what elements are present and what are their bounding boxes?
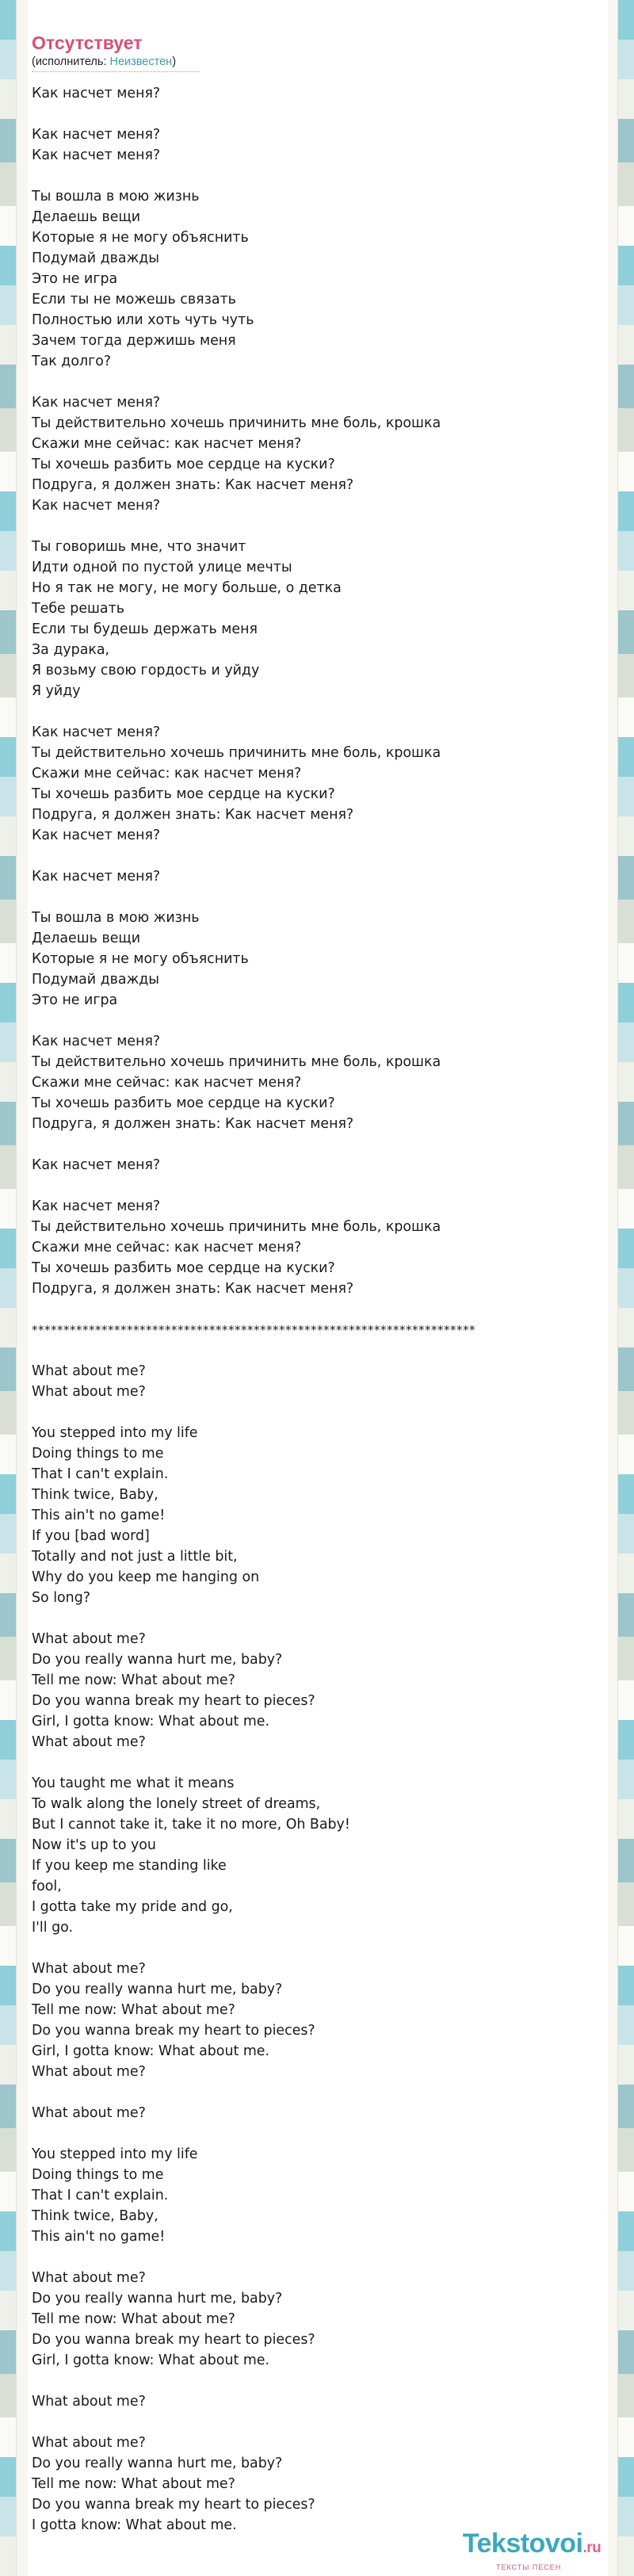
blank-line: [32, 104, 586, 124]
blank-line: [32, 2371, 586, 2391]
lyric-line: Идти одной по пустой улице мечты: [32, 560, 292, 575]
blank-line: [32, 1752, 586, 1773]
lyric-line: Tell me now: What about me?: [32, 1672, 235, 1688]
blank-line: [32, 1299, 586, 1320]
lyric-line: Ты вошла в мою жизнь: [32, 189, 200, 204]
lyric-line: Тебе решать: [32, 601, 124, 617]
lyric-line: Которые я не могу объяснить: [32, 951, 249, 967]
logo-tagline: ТЕКСТЫ ПЕСЕН: [496, 2563, 562, 2571]
lyric-line: Зачем тогда держишь меня: [32, 333, 236, 349]
blank-line: [32, 1938, 586, 1959]
blank-line: [32, 1011, 586, 1031]
lyric-line: This ain't no game!: [32, 1508, 166, 1523]
lyric-line: Ты вошла в мою жизнь: [32, 910, 200, 926]
artist-link[interactable]: Неизвестен: [109, 55, 173, 68]
lyric-line: This ain't no game!: [32, 2229, 166, 2245]
lyric-line: Do you wanna break my heart to pieces?: [32, 1693, 315, 1709]
lyric-line: Которые я не могу объяснить: [32, 230, 249, 246]
lyric-line: Подруга, я должен знать: Как насчет меня?: [32, 477, 354, 493]
lyric-line: Ты действительно хочешь причинить мне боль, крошка: [32, 745, 441, 761]
lyric-line: What about me?: [32, 2064, 146, 2080]
lyric-line: Скажи мне сейчас: как насчет меня?: [32, 436, 302, 452]
lyric-line: За дурака,: [32, 642, 110, 658]
lyric-line: Ты хочешь разбить мое сердце на куски?: [32, 1260, 335, 1276]
lyric-line: What about me?: [32, 1961, 146, 1977]
lyric-line: Ты хочешь разбить мое сердце на куски?: [32, 1095, 335, 1111]
lyric-line: Think twice, Baby,: [32, 2208, 158, 2224]
lyric-line: Так долго?: [32, 354, 112, 369]
lyric-line: What about me?: [32, 1734, 146, 1750]
lyric-line: Girl, I gotta know: What about me.: [32, 2352, 269, 2368]
lyric-line: Как насчет меня?: [32, 498, 161, 514]
blank-line: [32, 1402, 586, 1423]
lyric-line: Как насчет меня?: [32, 86, 161, 101]
lyric-line: Ты говоришь мне, что значит: [32, 539, 246, 555]
lyric-line: What about me?: [32, 1631, 146, 1647]
lyric-line: What about me?: [32, 2435, 146, 2451]
lyric-line: Girl, I gotta know: What about me.: [32, 1714, 269, 1729]
blank-line: [32, 1608, 586, 1629]
blank-line: [32, 2082, 586, 2103]
lyric-line: Как насчет меня?: [32, 1198, 161, 1214]
lyric-line: But I cannot take it, take it no more, Oh Baby!: [32, 1817, 350, 1833]
artist-suffix: ): [172, 55, 177, 68]
lyric-line: Do you really wanna hurt me, baby?: [32, 1652, 283, 1668]
lyrics-text: [32, 83, 586, 2536]
lyric-line: Do you wanna break my heart to pieces?: [32, 2332, 315, 2348]
lyric-line: Но я так не могу, не могу больше, о детка: [32, 580, 342, 596]
lyric-line: Ты хочешь разбить мое сердце на куски?: [32, 786, 335, 802]
lyric-line: Я уйду: [32, 683, 81, 699]
lyric-line: Как насчет меня?: [32, 869, 161, 885]
lyric-line: I'll go.: [32, 1920, 74, 1936]
lyric-line: That I can't explain.: [32, 1466, 169, 1482]
lyric-line: Как насчет меня?: [32, 724, 161, 740]
lyric-line: Как насчет меня?: [32, 827, 161, 843]
blank-line: [32, 2123, 586, 2144]
lyric-line: What about me?: [32, 2270, 146, 2286]
lyric-line: What about me?: [32, 2394, 146, 2410]
lyric-line: Если ты будешь держать меня: [32, 621, 258, 637]
lyric-line: I gotta know: What about me.: [32, 2517, 237, 2533]
blank-line: [32, 887, 586, 908]
lyric-line: Как насчет меня?: [32, 1157, 161, 1173]
lyric-line: Подруга, я должен знать: Как насчет меня?: [32, 1116, 354, 1132]
lyric-line: Как насчет меня?: [32, 147, 161, 163]
lyric-line: Now it's up to you: [32, 1837, 156, 1853]
blank-line: [32, 1175, 586, 1196]
lyric-line: If you keep me standing like: [32, 1858, 227, 1874]
lyric-line: Подумай дважды: [32, 972, 159, 988]
lyric-line: So long?: [32, 1590, 90, 1606]
lyric-line: Think twice, Baby,: [32, 1487, 158, 1503]
lyric-line: What about me?: [32, 1384, 146, 1400]
lyric-line: I gotta take my pride and go,: [32, 1899, 233, 1915]
lyric-line: Делаешь вещи: [32, 209, 141, 225]
blank-line: [32, 846, 586, 866]
lyric-line: fool,: [32, 1878, 62, 1894]
blank-line: [32, 372, 586, 392]
lyric-line: Скажи мне сейчас: как насчет меня?: [32, 1075, 302, 1091]
lyric-line: Doing things to me: [32, 1446, 164, 1462]
lyric-line: Tell me now: What about me?: [32, 2476, 235, 2492]
lyric-line: You stepped into my life: [32, 1425, 198, 1441]
lyric-line: Tell me now: What about me?: [32, 2311, 235, 2327]
lyric-line: Подруга, я должен знать: Как насчет меня?: [32, 807, 354, 823]
lyric-line: Это не игра: [32, 271, 118, 287]
lyric-line: Делаешь вещи: [32, 931, 141, 946]
lyric-line: Как насчет меня?: [32, 127, 161, 143]
lyric-line: Как насчет меня?: [32, 1034, 161, 1049]
blank-line: [32, 166, 586, 186]
lyric-line: Полностью или хоть чуть чуть: [32, 312, 254, 328]
lyric-line: Totally and not just a little bit,: [32, 1549, 238, 1565]
lyric-line: Как насчет меня?: [32, 395, 161, 411]
lyric-line: Ты хочешь разбить мое сердце на куски?: [32, 457, 335, 472]
lyric-line: You stepped into my life: [32, 2146, 198, 2162]
lyric-line: To walk along the lonely street of dreams,: [32, 1796, 321, 1812]
artist-line: [32, 54, 200, 72]
lyric-line: Do you really wanna hurt me, baby?: [32, 1982, 283, 1997]
lyric-line: Если ты не можешь связать: [32, 292, 236, 308]
logo-name: Tekstovoi: [462, 2528, 583, 2559]
lyric-line: Do you wanna break my heart to pieces?: [32, 2497, 315, 2513]
lyric-line: If you [bad word]: [32, 1528, 150, 1544]
blank-line: [32, 1340, 586, 1361]
artist-prefix: (исполнитель:: [32, 55, 110, 68]
lyric-line: Скажи мне сейчас: как насчет меня?: [32, 1240, 302, 1256]
blank-line: [32, 701, 586, 722]
lyric-line: Ты действительно хочешь причинить мне боль, крошка: [32, 1219, 441, 1235]
lyric-line: You taught me what it means: [32, 1775, 235, 1791]
lyric-line: What about me?: [32, 2105, 146, 2121]
lyric-line: Это не игра: [32, 992, 118, 1008]
lyric-line: That I can't explain.: [32, 2188, 169, 2203]
lyric-line: Do you wanna break my heart to pieces?: [32, 2023, 315, 2039]
lyric-line: Do you really wanna hurt me, baby?: [32, 2291, 283, 2307]
lyric-line: Ты действительно хочешь причинить мне боль, крошка: [32, 1054, 441, 1070]
lyric-line: Ты действительно хочешь причинить мне боль, крошка: [32, 415, 441, 431]
blank-line: [32, 2247, 586, 2268]
logo-wordmark: [449, 2528, 615, 2563]
lyric-line: **********************************************************************: [32, 1323, 476, 1337]
song-title: Отсутствует: [32, 32, 143, 53]
lyric-line: Подруга, я должен знать: Как насчет меня?: [32, 1281, 354, 1297]
lyric-line: Подумай дважды: [32, 250, 159, 266]
lyric-line: Tell me now: What about me?: [32, 2002, 235, 2018]
lyric-line: What about me?: [32, 1363, 146, 1379]
song-header: [32, 32, 491, 72]
blank-line: [32, 2412, 586, 2433]
lyric-line: Doing things to me: [32, 2167, 164, 2183]
site-logo[interactable]: [449, 2528, 615, 2571]
blank-line: [32, 516, 586, 537]
lyric-line: Do you really wanna hurt me, baby?: [32, 2456, 283, 2471]
blank-line: [32, 1134, 586, 1155]
lyric-line: Girl, I gotta know: What about me.: [32, 2043, 269, 2059]
logo-tld: .ru: [582, 2540, 602, 2556]
lyric-line: Скажи мне сейчас: как насчет меня?: [32, 766, 302, 782]
lyric-line: Why do you keep me hanging on: [32, 1569, 260, 1585]
lyric-line: Я возьму свою гордость и уйду: [32, 663, 260, 678]
